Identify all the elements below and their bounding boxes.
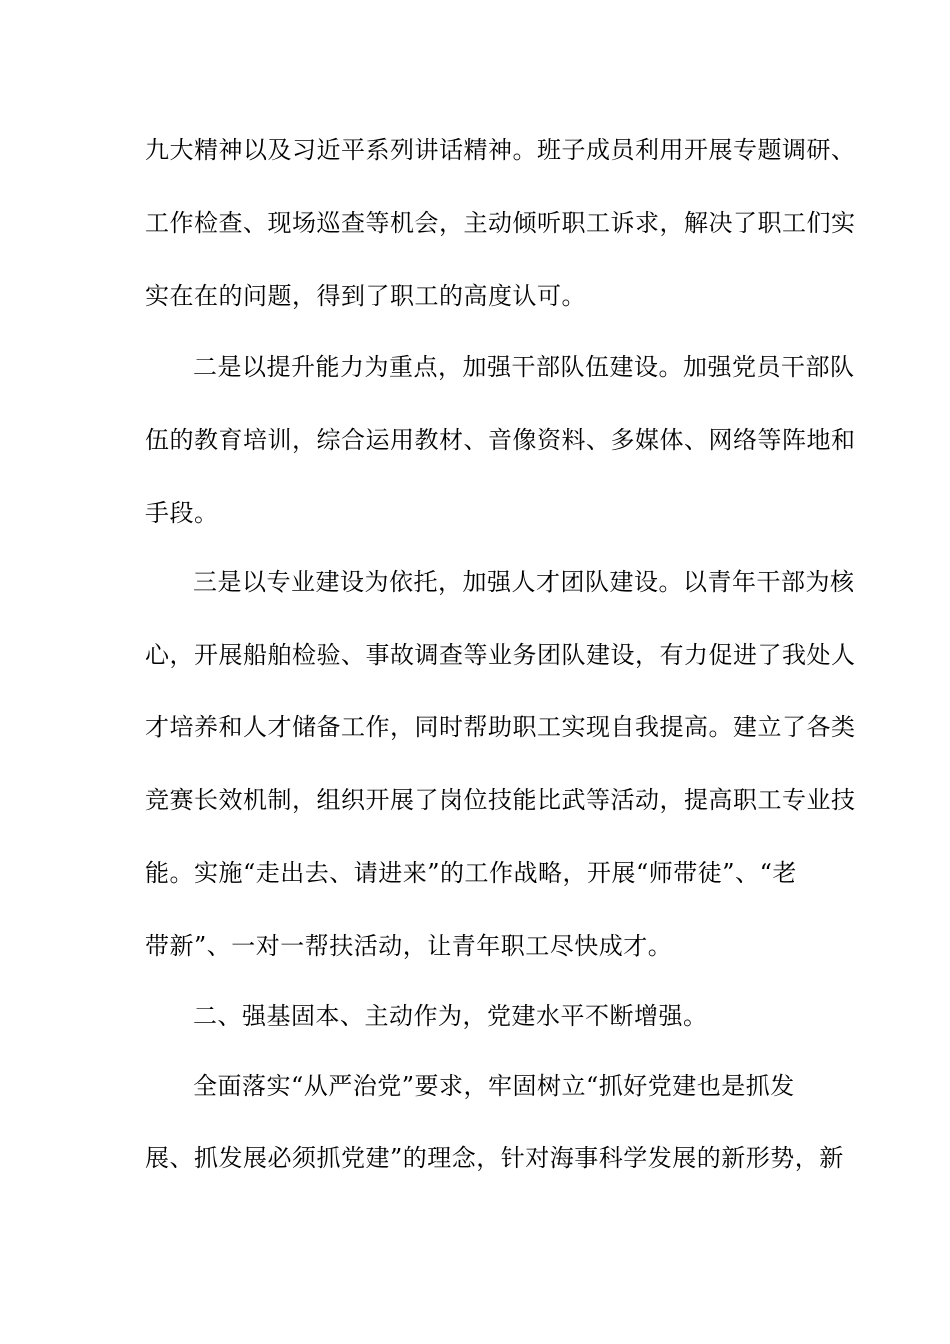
- text-line: 实在在的问题，得到了职工的高度认可。: [145, 282, 586, 310]
- text-line: 工作检查、现场巡查等机会，主动倾听职工诉求，解决了职工们实: [145, 209, 856, 237]
- paragraph-start-line: 二是以提升能力为重点，加强干部队伍建设。加强党员干部队: [193, 353, 855, 381]
- text-line: 竞赛长效机制，组织开展了岗位技能比武等活动，提高职工专业技: [145, 786, 856, 814]
- text-line: 展、抓发展必须抓党建”的理念，针对海事科学发展的新形势，新: [145, 1144, 844, 1172]
- paragraph-start-line: 全面落实“从严治党”要求，牢固树立“抓好党建也是抓发: [193, 1072, 795, 1100]
- paragraph-start-line: 三是以专业建设为依托，加强人才团队建设。以青年干部为核: [193, 568, 855, 596]
- text-line: 九大精神以及习近平系列讲话精神。班子成员利用开展专题调研、: [145, 136, 856, 164]
- text-line: 能。实施“走出去、请进来”的工作战略，开展“师带徒”、“老: [145, 859, 797, 887]
- text-line: 才培养和人才储备工作，同时帮助职工实现自我提高。建立了各类: [145, 713, 856, 741]
- text-line: 伍的教育培训，综合运用教材、音像资料、多媒体、网络等阵地和: [145, 426, 856, 454]
- text-line: 心，开展船舶检验、事故调查等业务团队建设，有力促进了我处人: [145, 641, 856, 669]
- text-line: 带新”、一对一帮扶活动，让青年职工尽快成才。: [145, 932, 673, 960]
- section-heading: 二、强基固本、主动作为，党建水平不断增强。: [193, 1002, 708, 1030]
- text-line: 手段。: [145, 499, 219, 527]
